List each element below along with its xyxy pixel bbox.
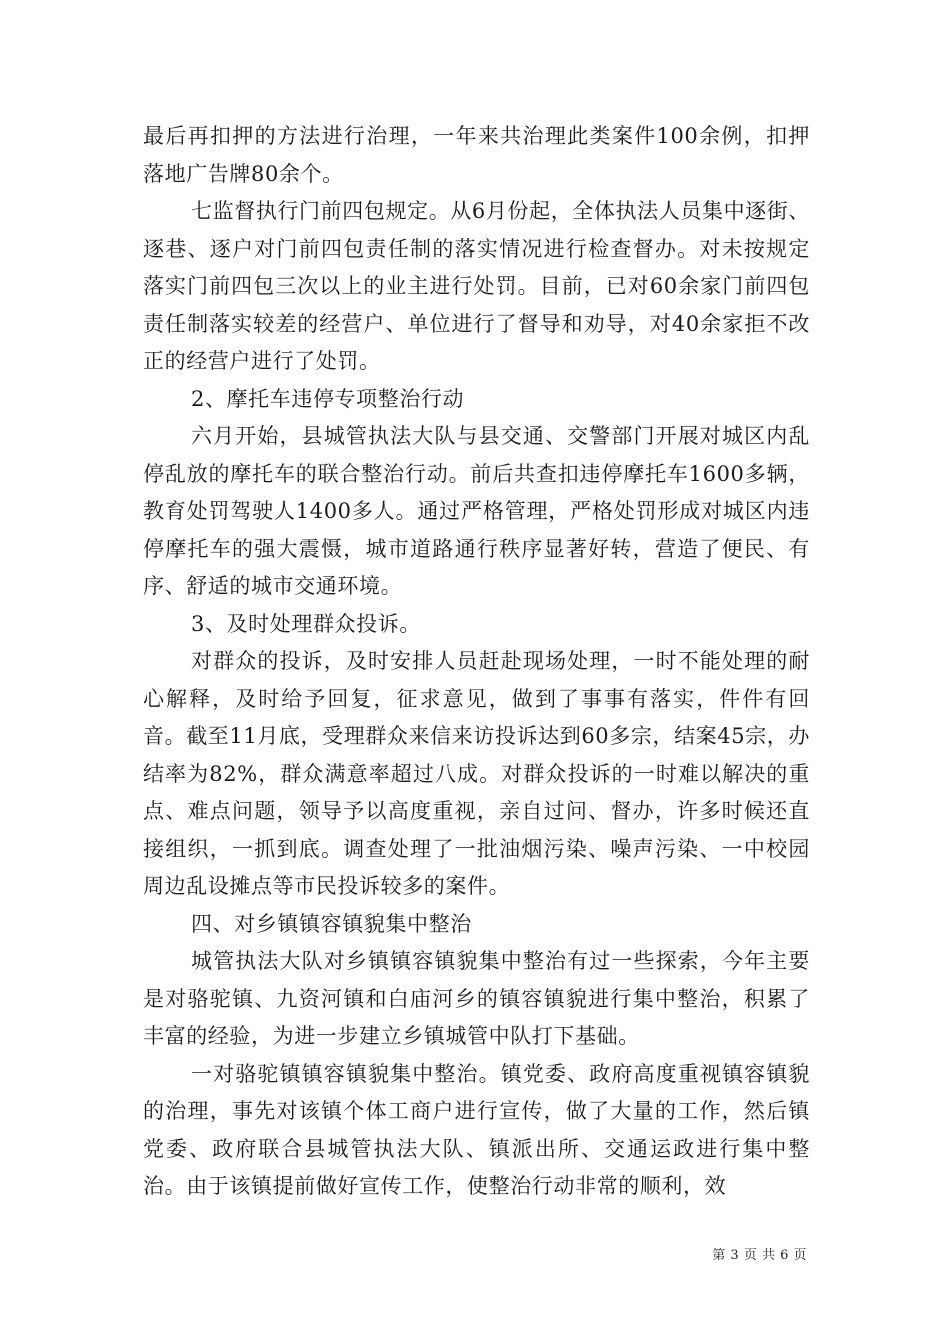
section-heading-complaints: 3、及时处理群众投诉。 [191, 611, 421, 636]
paragraph-complaints: 对群众的投诉，及时安排人员赶赴现场处理，一时不能处理的耐心解释，及时给予回复，征求意见，做到了事事有落实，件件有回音。截至11月底，受理群众来信来访投诉达到60多宗，结案45宗，办结率为82%，群众满意率超过八成。对群众投诉的一时难以解决的重点、难点问题，领导予以高度重视，亲自过问、督办，许多时候还直接组织，一抓到底。调查处理了一批油烟污染、噪声污染、一中校园周边乱设摊点等市民投诉较多的案件。 [143, 649, 810, 898]
paragraph-motorcycle: 六月开始，县城管执法大队与县交通、交警部门开展对城区内乱停乱放的摩托车的联合整治行动。前后共查扣违停摩托车1600多辆，教育处罚驾驶人1400多人。通过严格管理，严格处罚形成对城区内违停摩托车的强大震慑，城市道路通行秩序显著好转，营造了便民、有序、舒适的城市交通环境。 [143, 424, 810, 598]
page-number-footer: 第 3 页 共 6 页 [712, 1248, 807, 1263]
document-body [143, 118, 810, 1206]
paragraph-luotuo-town: 一对骆驼镇镇容镇貌集中整治。镇党委、政府高度重视镇容镇貌的治理，事先对该镇个体工商户进行宣传，做了大量的工作，然后镇党委、政府联合县城管执法大队、镇派出所、交通运政进行集中整治。由于该镇提前做好宣传工作，使整治行动非常的顺利，效 [143, 1061, 810, 1198]
section-heading-motorcycle: 2、摩托车违停专项整治行动 [191, 386, 465, 411]
paragraph-township-overview: 城管执法大队对乡镇镇容镇貌集中整治有过一些探索，今年主要是对骆驼镇、九资河镇和白庙河乡的镇容镇貌进行集中整治，积累了丰富的经验，为进一步建立乡镇城管中队打下基础。 [143, 949, 810, 1048]
section-heading-township: 四、对乡镇镇容镇貌集中整治 [191, 911, 472, 936]
paragraph-door-four-guarantees: 七监督执行门前四包规定。从6月份起，全体执法人员集中逐街、逐巷、逐户对门前四包责任制的落实情况进行检查督办。对未按规定落实门前四包三次以上的业主进行处罚。目前，已对60余家门前四包责任制落实较差的经营户、单位进行了督导和劝导，对40余家拒不改正的经营户进行了处罚。 [143, 199, 810, 373]
paragraph-continuation: 最后再扣押的方法进行治理，一年来共治理此类案件100余例，扣押落地广告牌80余个。 [143, 124, 810, 186]
